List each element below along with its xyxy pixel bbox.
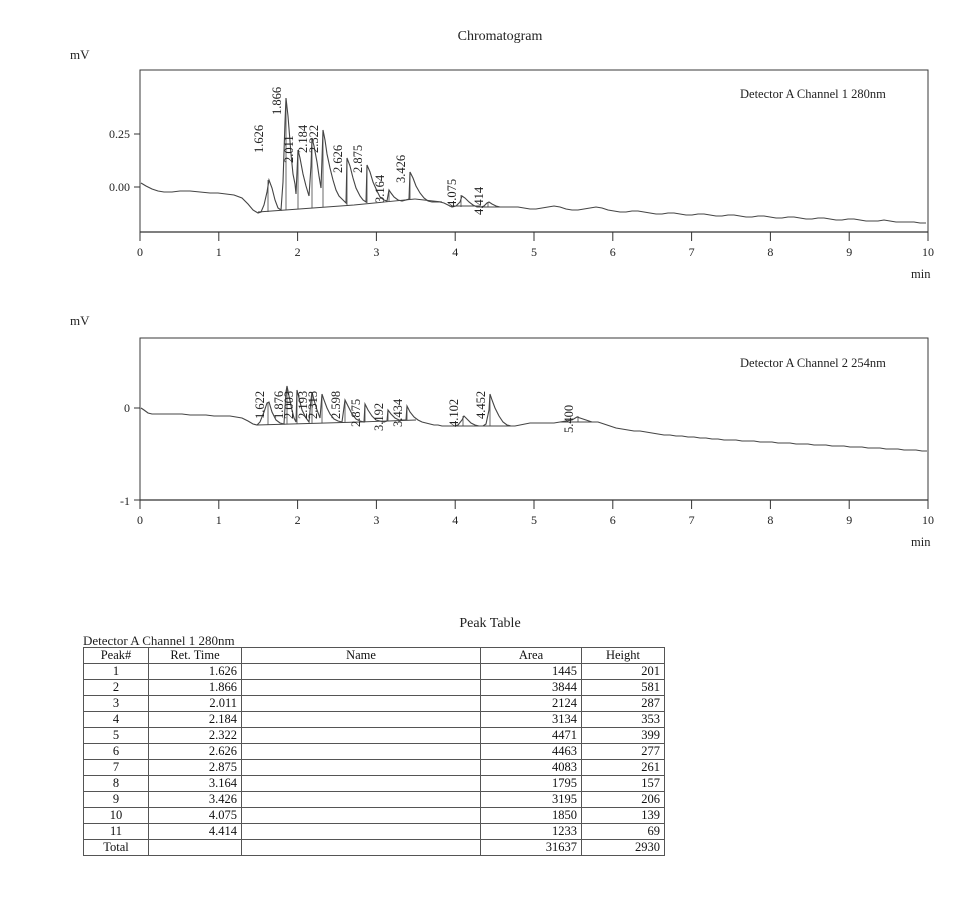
- table-row[interactable]: [84, 664, 665, 680]
- svg-text:2: 2: [294, 513, 301, 527]
- panel2-peak-label-4: 2.313: [306, 390, 320, 419]
- svg-text:0: 0: [137, 245, 143, 259]
- cell-peak: 4: [84, 712, 149, 728]
- peak-table-channel: Detector A Channel 1 280nm: [83, 633, 235, 648]
- panel1-peak-label-1: 1.866: [270, 86, 284, 115]
- cell-height: 399: [582, 728, 665, 744]
- cell-name: [242, 696, 481, 712]
- cell-total-height: 2930: [582, 840, 665, 856]
- cell-height: 277: [582, 744, 665, 760]
- panel1-peak-label-3: 2.184: [296, 124, 310, 153]
- cell-height: 287: [582, 696, 665, 712]
- panel1-peak-label-5: 2.626: [331, 144, 345, 173]
- cell-peak: 7: [84, 760, 149, 776]
- table-row[interactable]: [84, 744, 665, 760]
- cell-height: 139: [582, 808, 665, 824]
- col-header-height: Height: [582, 648, 665, 664]
- svg-text:7: 7: [688, 245, 695, 259]
- svg-text:10: 10: [922, 513, 934, 527]
- svg-text:3: 3: [373, 513, 380, 527]
- cell-ret: 2.626: [149, 744, 242, 760]
- svg-text:9: 9: [846, 513, 853, 527]
- table-row[interactable]: [84, 776, 665, 792]
- cell-area: 1850: [481, 808, 582, 824]
- table-header-row: [84, 648, 665, 664]
- panel2-peak-label-3: 2.193: [296, 390, 310, 419]
- col-header-name: Name: [242, 648, 481, 664]
- cell-ret: 2.184: [149, 712, 242, 728]
- cell-name: [242, 792, 481, 808]
- cell-height: 261: [582, 760, 665, 776]
- panel1-peak-label-10: 4.414: [472, 186, 486, 215]
- panel1-x-unit: min: [911, 267, 931, 281]
- cell-peak: 5: [84, 728, 149, 744]
- cell-name: [242, 808, 481, 824]
- cell-peak: 8: [84, 776, 149, 792]
- cell-area: 2124: [481, 696, 582, 712]
- cell-total-label: Total: [84, 840, 149, 856]
- panel2-peak-label-10: 4.452: [474, 390, 488, 419]
- svg-text:1: 1: [215, 513, 222, 527]
- table-row[interactable]: [84, 792, 665, 808]
- svg-text:8: 8: [767, 513, 774, 527]
- panel2-peak-label-8: 3.434: [391, 398, 405, 427]
- cell-peak: 3: [84, 696, 149, 712]
- peak-table: [83, 647, 665, 856]
- panel2-x-unit: min: [911, 535, 931, 549]
- cell-height: 206: [582, 792, 665, 808]
- panel2-x-ticks: [140, 500, 928, 509]
- panel2-peak-label-6: 2.875: [349, 398, 363, 427]
- svg-text:5: 5: [531, 513, 537, 527]
- panel2-peak-label-0: 1.622: [253, 390, 267, 419]
- cell-peak: 10: [84, 808, 149, 824]
- svg-text:9: 9: [846, 245, 853, 259]
- svg-text:4: 4: [452, 245, 459, 259]
- panel2-y-unit: mV: [70, 313, 90, 328]
- peak-table-wrap: [83, 647, 665, 856]
- svg-text:6: 6: [609, 245, 616, 259]
- cell-height: 353: [582, 712, 665, 728]
- panel1-ytick-label-0: 0.25: [109, 127, 130, 141]
- svg-text:7: 7: [688, 513, 695, 527]
- panel2-x-tick-labels: [137, 513, 934, 527]
- cell-total-name: [242, 840, 481, 856]
- chromatogram-title: Chromatogram: [457, 29, 543, 44]
- cell-total-ret: [149, 840, 242, 856]
- cell-area: 1233: [481, 824, 582, 840]
- cell-area: 4083: [481, 760, 582, 776]
- table-row[interactable]: [84, 680, 665, 696]
- cell-area: 1795: [481, 776, 582, 792]
- panel2-ytick-label-0: 0: [124, 401, 130, 415]
- panel1-ytick-label-1: 0.00: [109, 180, 130, 194]
- panel1-peak-label-8: 3.426: [394, 154, 408, 183]
- panel2-ytick-label-1: -1: [120, 494, 130, 508]
- panel1-x-tick-labels: [137, 245, 934, 259]
- table-row[interactable]: [84, 696, 665, 712]
- cell-area: 3844: [481, 680, 582, 696]
- panel1-peak-label-4: 2.322: [307, 124, 321, 153]
- table-row[interactable]: [84, 824, 665, 840]
- svg-text:5: 5: [531, 245, 537, 259]
- svg-text:0: 0: [137, 513, 143, 527]
- panel1-peak-label-9: 4.075: [445, 178, 459, 207]
- col-header-ret-time: Ret. Time: [149, 648, 242, 664]
- cell-ret: 3.164: [149, 776, 242, 792]
- svg-text:10: 10: [922, 245, 934, 259]
- cell-ret: 4.075: [149, 808, 242, 824]
- cell-name: [242, 824, 481, 840]
- table-row[interactable]: [84, 728, 665, 744]
- panel2-peak-label-1: 1.876: [272, 390, 286, 419]
- cell-height: 201: [582, 664, 665, 680]
- peak-table-title: Peak Table: [459, 616, 521, 631]
- panel2-peak-label-5: 2.598: [329, 390, 343, 419]
- col-header-peak: Peak#: [84, 648, 149, 664]
- panel2-peak-label-7: 3.192: [372, 402, 386, 431]
- cell-peak: 11: [84, 824, 149, 840]
- cell-height: 157: [582, 776, 665, 792]
- cell-total-area: 31637: [481, 840, 582, 856]
- panel2-peak-label-9: 4.102: [447, 398, 461, 427]
- svg-text:2: 2: [294, 245, 301, 259]
- cell-peak: 2: [84, 680, 149, 696]
- cell-peak: 1: [84, 664, 149, 680]
- panel1-peak-label-2: 2.011: [282, 135, 296, 163]
- panel1-peak-label-0: 1.626: [252, 124, 266, 153]
- panel1-trace-label: Detector A Channel 1 280nm: [740, 87, 886, 101]
- cell-ret: 1.626: [149, 664, 242, 680]
- cell-area: 3134: [481, 712, 582, 728]
- cell-height: 581: [582, 680, 665, 696]
- cell-name: [242, 728, 481, 744]
- cell-area: 1445: [481, 664, 582, 680]
- cell-name: [242, 760, 481, 776]
- cell-ret: 1.866: [149, 680, 242, 696]
- cell-area: 4471: [481, 728, 582, 744]
- panel1-peak-label-7: 3.164: [373, 174, 387, 203]
- svg-text:1: 1: [215, 245, 222, 259]
- table-row[interactable]: [84, 808, 665, 824]
- cell-height: 69: [582, 824, 665, 840]
- svg-text:8: 8: [767, 245, 774, 259]
- cell-peak: 9: [84, 792, 149, 808]
- panel1-y-unit: mV: [70, 47, 90, 62]
- cell-name: [242, 712, 481, 728]
- cell-ret: 4.414: [149, 824, 242, 840]
- panel2-peak-label-2: 2.003: [282, 390, 296, 419]
- col-header-area: Area: [481, 648, 582, 664]
- table-total-row: [84, 840, 665, 856]
- table-row[interactable]: [84, 712, 665, 728]
- svg-text:3: 3: [373, 245, 380, 259]
- cell-name: [242, 776, 481, 792]
- panel2-peak-label-11: 5.400: [562, 404, 576, 433]
- cell-ret: 2.875: [149, 760, 242, 776]
- cell-peak: 6: [84, 744, 149, 760]
- cell-ret: 3.426: [149, 792, 242, 808]
- cell-name: [242, 744, 481, 760]
- table-row[interactable]: [84, 760, 665, 776]
- cell-name: [242, 680, 481, 696]
- svg-text:4: 4: [452, 513, 459, 527]
- svg-text:6: 6: [609, 513, 616, 527]
- cell-name: [242, 664, 481, 680]
- panel2-trace-label: Detector A Channel 2 254nm: [740, 356, 886, 370]
- cell-area: 4463: [481, 744, 582, 760]
- cell-area: 3195: [481, 792, 582, 808]
- panel1-x-ticks: [140, 232, 928, 241]
- panel1-peak-label-6: 2.875: [351, 144, 365, 173]
- cell-ret: 2.322: [149, 728, 242, 744]
- cell-ret: 2.011: [149, 696, 242, 712]
